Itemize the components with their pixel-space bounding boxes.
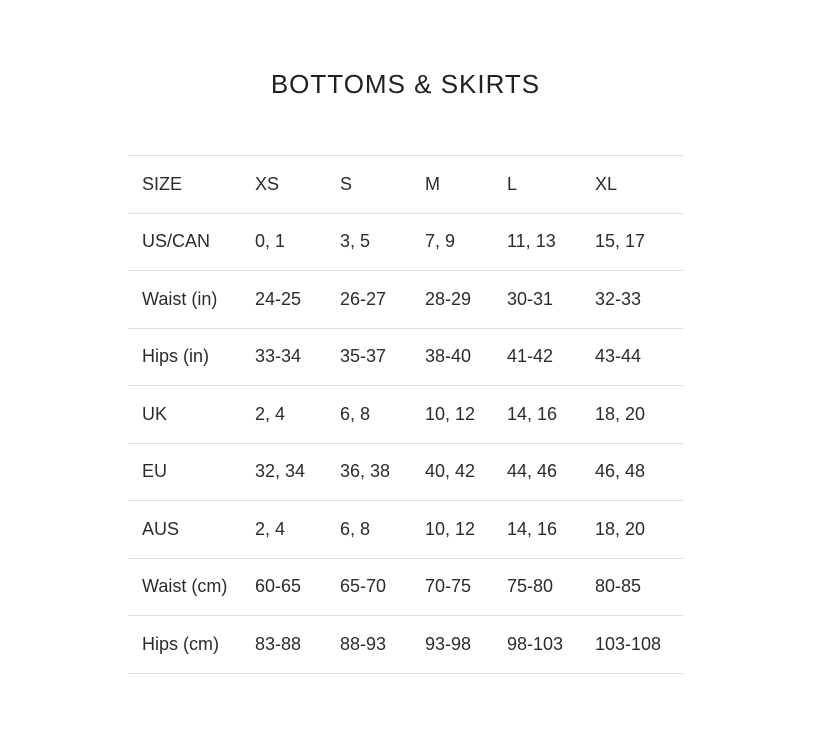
column-header-size: SIZE: [142, 173, 183, 194]
size-cell: 6, 8: [340, 518, 371, 539]
row-label: Waist (in): [142, 288, 218, 309]
column-header-m: M: [425, 173, 440, 194]
size-cell: 83-88: [255, 633, 302, 654]
table-row-hips-in: [128, 328, 683, 386]
row-label: Hips (cm): [142, 633, 219, 654]
table-row-hips-cm: [128, 616, 683, 674]
size-cell: 10, 12: [425, 518, 476, 539]
size-cell: 15, 17: [595, 231, 646, 252]
size-cell: 14, 16: [507, 518, 558, 539]
size-cell: 18, 20: [595, 403, 646, 424]
size-cell: 44, 46: [507, 461, 558, 482]
table-header-row: [128, 156, 683, 214]
size-cell: 40, 42: [425, 461, 476, 482]
size-cell: 0, 1: [255, 231, 286, 252]
row-label: Hips (in): [142, 346, 210, 367]
column-header-xs: XS: [255, 173, 280, 194]
column-header-xl: XL: [595, 173, 618, 194]
size-cell: 10, 12: [425, 403, 476, 424]
row-label: US/CAN: [142, 231, 211, 252]
size-cell: 3, 5: [340, 231, 371, 252]
table-row-us-can: [128, 213, 683, 271]
size-cell: 7, 9: [425, 231, 456, 252]
size-cell: 28-29: [425, 288, 472, 309]
size-cell: 36, 38: [340, 461, 391, 482]
size-cell: 98-103: [507, 633, 564, 654]
size-cell: 93-98: [425, 633, 472, 654]
size-cell: 2, 4: [255, 403, 286, 424]
size-cell: 46, 48: [595, 461, 646, 482]
size-cell: 32, 34: [255, 461, 306, 482]
size-cell: 35-37: [340, 346, 387, 367]
size-cell: 41-42: [507, 346, 554, 367]
size-cell: 18, 20: [595, 518, 646, 539]
table-row-aus: [128, 501, 683, 559]
size-cell: 30-31: [507, 288, 554, 309]
size-cell: 32-33: [595, 288, 642, 309]
size-cell: 6, 8: [340, 403, 371, 424]
table-row-waist-in: [128, 271, 683, 329]
size-cell: 80-85: [595, 576, 642, 597]
size-cell: 11, 13: [507, 231, 556, 252]
size-cell: 2, 4: [255, 518, 286, 539]
column-header-s: S: [340, 173, 353, 194]
size-cell: 26-27: [340, 288, 387, 309]
size-cell: 103-108: [595, 633, 662, 654]
row-label: EU: [142, 461, 168, 482]
table-row-eu: [128, 443, 683, 501]
size-cell: 33-34: [255, 346, 302, 367]
size-cell: 70-75: [425, 576, 472, 597]
size-cell: 75-80: [507, 576, 554, 597]
table-row-waist-cm: [128, 558, 683, 616]
row-label: AUS: [142, 518, 180, 539]
size-cell: 43-44: [595, 346, 642, 367]
size-cell: 24-25: [255, 288, 302, 309]
table-row-uk: [128, 386, 683, 444]
row-label: Waist (cm): [142, 576, 228, 597]
page-title: BOTTOMS & SKIRTS: [270, 69, 541, 99]
size-cell: 38-40: [425, 346, 472, 367]
size-guide-content: [128, 0, 683, 674]
size-chart-table: [128, 155, 683, 674]
size-cell: 14, 16: [507, 403, 558, 424]
size-cell: 88-93: [340, 633, 387, 654]
row-label: UK: [142, 403, 168, 424]
column-header-l: L: [507, 173, 518, 194]
size-cell: 65-70: [340, 576, 387, 597]
size-cell: 60-65: [255, 576, 302, 597]
